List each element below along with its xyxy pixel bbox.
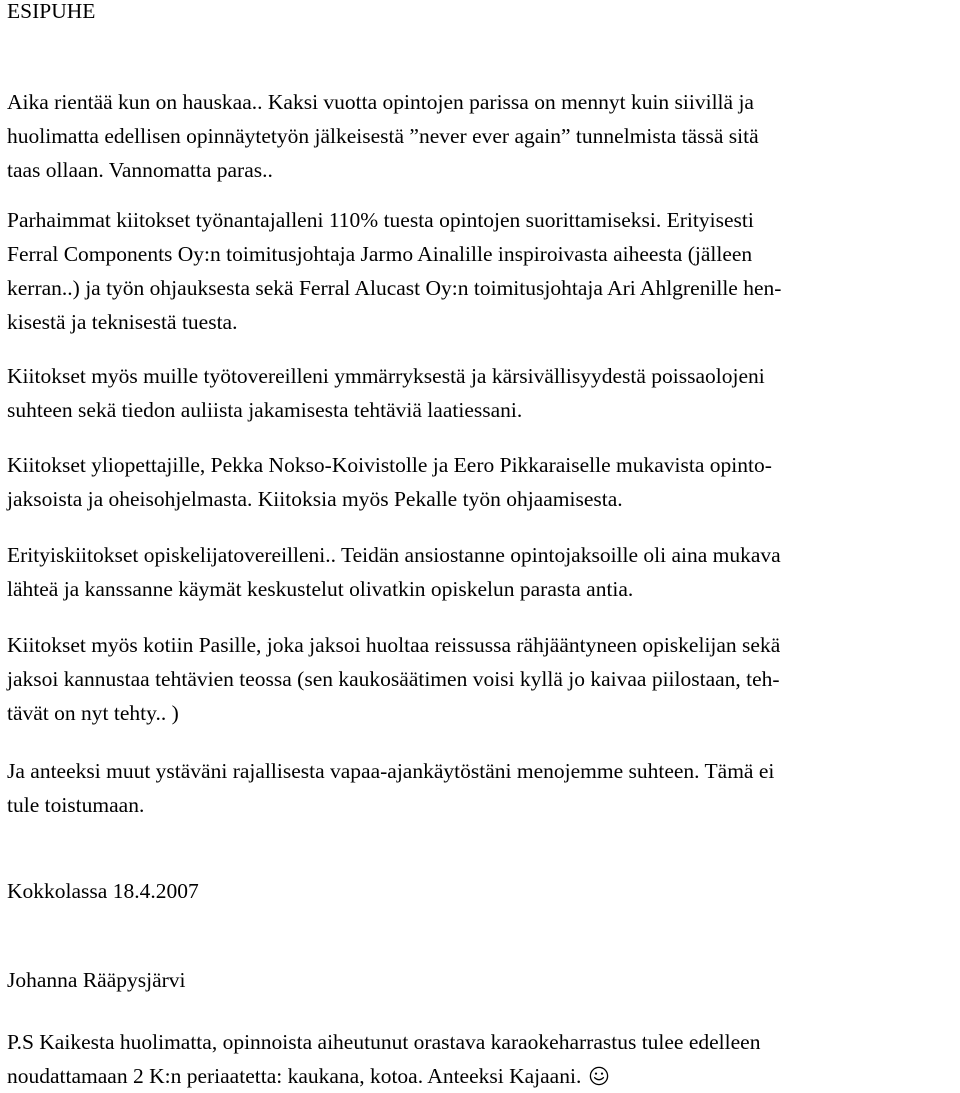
paragraph-intro: [7, 85, 957, 187]
postscript-line: noudattamaan 2 K:n periaatetta: kaukana, kotoa. Anteeksi Kajaani.: [7, 1064, 582, 1088]
text-line: kisestä ja teknisestä tuesta.: [7, 310, 238, 334]
text-line: taas ollaan. Vannomatta paras..: [7, 158, 273, 182]
text-line: Erityiskiitokset opiskelijatovereilleni.. Teidän ansiostanne opintojaksoille oli aina mukava: [7, 543, 781, 567]
signature-name: Johanna Rääpysjärvi: [7, 968, 186, 992]
place-date: [7, 874, 957, 908]
postscript-line-with-smiley: [7, 1059, 957, 1093]
place-date-text: Kokkolassa 18.4.2007: [7, 879, 199, 903]
text-line: Aika rientää kun on hauskaa.. Kaksi vuotta opintojen parissa on mennyt kuin siivillä ja: [7, 90, 754, 114]
text-line: huolimatta edellisen opinnäytetyön jälkeisestä ”never ever again” tunnelmista tässä sitä: [7, 124, 759, 148]
text-line: Ja anteeksi muut ystäväni rajallisesta vapaa-ajankäytöstäni menojemme suhteen. Tämä ei: [7, 759, 775, 783]
paragraph-friends-apology: [7, 754, 957, 822]
text-line: Parhaimmat kiitokset työnantajalleni 110% tuesta opintojen suorittamiseksi. Erityisesti: [7, 208, 754, 232]
text-line: tule toistumaan.: [7, 793, 145, 817]
text-line: lähteä ja kanssanne käymät keskustelut olivatkin opiskelun parasta antia.: [7, 577, 634, 601]
text-line: Kiitokset yliopettajille, Pekka Nokso-Koivistolle ja Eero Pikkaraiselle mukavista opinto-: [7, 453, 772, 477]
paragraph-employer-thanks: [7, 203, 957, 339]
text-line: jaksoi kannustaa tehtävien teossa (sen kaukosäätimen voisi kyllä jo kaivaa piilostaan, teh-: [7, 667, 780, 691]
text-line: Kiitokset myös kotiin Pasille, joka jaksoi huoltaa reissussa rähjääntyneen opiskelijan sekä: [7, 633, 781, 657]
paragraph-teachers-thanks: [7, 448, 957, 516]
paragraph-classmates-thanks: [7, 538, 957, 606]
text-line: kerran..) ja työn ohjauksesta sekä Ferral Alucast Oy:n toimitusjohtaja Ari Ahlgrenille hen-: [7, 276, 782, 300]
text-line: jaksoista ja oheisohjelmasta. Kiitoksia myös Pekalle työn ohjaamisesta.: [7, 487, 623, 511]
smiley-face-icon: [589, 1066, 609, 1086]
page-title: ESIPUHE: [7, 0, 96, 23]
text-line: Kiitokset myös muille työtovereilleni ymmärryksestä ja kärsivällisyydestä poissaolojeni: [7, 364, 765, 388]
text-line: suhteen sekä tiedon auliista jakamisesta tehtäviä laatiessani.: [7, 398, 523, 422]
text-line: tävät on nyt tehty.. ): [7, 701, 179, 725]
paragraph-colleagues-thanks: [7, 359, 957, 427]
postscript: [7, 1025, 957, 1093]
paragraph-home-thanks: [7, 628, 957, 730]
postscript-line: P.S Kaikesta huolimatta, opinnoista aiheutunut orastava karaokeharrastus tulee edelleen: [7, 1030, 761, 1054]
text-line: Ferral Components Oy:n toimitusjohtaja Jarmo Ainalille inspiroivasta aiheesta (jälleen: [7, 242, 753, 266]
signature: [7, 963, 957, 997]
